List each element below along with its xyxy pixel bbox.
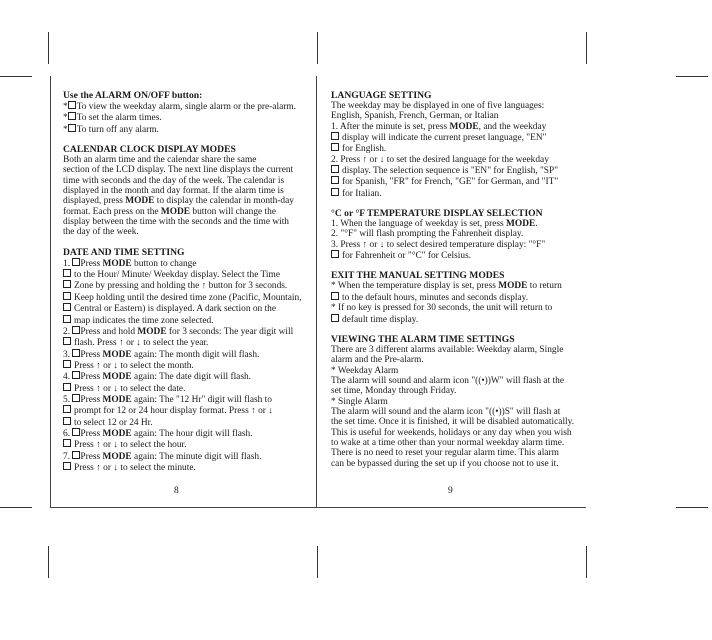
bullet-box — [72, 394, 80, 402]
bullet-box — [63, 269, 71, 277]
bullet-box — [72, 371, 80, 379]
text-line: 3. Press MODE again: The month digit will flash. — [63, 349, 260, 360]
crop-mark — [0, 507, 32, 508]
text-line: * Weekday Alarm — [331, 365, 399, 376]
text-line: set time, Monday through Friday. — [331, 386, 457, 397]
text-line: 2. Press and hold MODE for 3 seconds: The year digit will — [63, 326, 294, 337]
text-line: * When the temperature display is set, press MODE to return — [331, 281, 562, 292]
text-line: * If no key is pressed for 30 seconds, the unit will return to — [331, 303, 553, 314]
text-line: flash. Press ↑ or ↓ to select the year. — [63, 337, 313, 348]
page-number-left: 8 — [174, 486, 179, 496]
text-line: Keep holding until the desired time zone (Pacific, Mountain, — [63, 292, 313, 303]
text-line: to select 12 or 24 Hr. — [63, 417, 313, 428]
crop-mark — [48, 546, 49, 578]
text-line: alarm and the Pre-alarm. — [331, 355, 424, 366]
text-line: * Single Alarm — [331, 396, 388, 407]
text-line: * To view the weekday alarm, single alarm or the pre-alarm. — [63, 102, 296, 112]
viewing-body — [331, 345, 583, 469]
bullet-box — [63, 383, 71, 391]
section-title-exit: EXIT THE MANUAL SETTING MODES — [331, 270, 505, 282]
text-line: to wake at a time other than your normal weekday alarm time. — [331, 437, 565, 448]
text-line: 3. Press ↑ or ↓ to select desired temperature display: "°F" — [331, 239, 546, 250]
page-edge-bottom — [50, 507, 586, 508]
text-line: the set time. Once it is finished, it will be disabled automatically. — [331, 417, 575, 428]
text-line: There is no need to reset your regular alarm time. This alarm — [331, 448, 559, 459]
text-line: Press ↑ or ↓ to select the month. — [63, 360, 313, 371]
crop-mark — [676, 76, 708, 77]
bullet-box — [72, 349, 80, 357]
text-line: can be bypassed during the set up if you choose not to use it. — [331, 458, 559, 469]
text-line: 1. When the language of weekday is set, press MODE. — [331, 219, 538, 230]
text-line: to the Hour/ Minute/ Weekday display. Select the Time — [63, 269, 313, 280]
bullet-box — [63, 462, 71, 470]
crop-mark — [48, 32, 49, 64]
text-line: This is useful for weekends, holidays or any day when you wish — [331, 427, 572, 438]
text-line: The alarm will sound and alarm icon "((•))W" will flash at the — [331, 375, 564, 386]
bullet-box — [63, 303, 71, 311]
left-page — [63, 90, 313, 473]
text-line: 5. Press MODE again: The "12 Hr" digit will flash to — [63, 394, 272, 405]
exit-body — [331, 281, 583, 324]
bullet-box — [331, 176, 339, 184]
text-line: display will indicate the current preset language, "EN" — [331, 132, 583, 143]
bullet-box — [331, 143, 339, 151]
bullet-box — [63, 439, 71, 447]
bullet-box — [72, 326, 80, 334]
bullet-box — [72, 451, 80, 459]
page-edge-left — [50, 76, 51, 507]
text-line: time with seconds and the day of the week. The calendar is — [63, 175, 285, 186]
bullet-box — [68, 112, 76, 120]
text-line: section of the LCD display. The next line displays the current — [63, 165, 294, 176]
text-line: Press ↑ or ↓ to select the minute. — [63, 462, 313, 473]
text-line: 2. Press ↑ or ↓ to set the desired language for the weekday — [331, 154, 549, 165]
bullet-box — [72, 428, 80, 436]
text-line: * To turn off any alarm. — [63, 124, 159, 135]
bullet-box — [331, 165, 339, 173]
text-line: Press ↑ or ↓ to select the hour. — [63, 439, 313, 450]
bullet-box — [63, 292, 71, 300]
crop-mark — [586, 546, 587, 578]
bullet-box — [63, 280, 71, 288]
text-line: Zone by pressing and holding the ↑ button for 3 seconds. — [63, 280, 313, 291]
text-line: map indicates the time zone selected. — [63, 315, 313, 326]
section-title-date-time: DATE AND TIME SETTING — [63, 246, 185, 258]
text-line: display. The selection sequence is "EN" for English, "SP" — [331, 165, 583, 176]
bullet-box — [63, 337, 71, 345]
page-number-right: 9 — [448, 486, 453, 496]
right-page — [331, 90, 583, 469]
section-title-viewing: VIEWING THE ALARM TIME SETTINGS — [331, 333, 515, 345]
bullet-box — [63, 315, 71, 323]
text-line: default time display. — [331, 314, 583, 325]
text-line: * To set the alarm times. — [63, 113, 162, 124]
section-title-language: LANGUAGE SETTING — [331, 90, 432, 101]
text-line: Central or Eastern) is displayed. A dark section on the — [63, 303, 313, 314]
text-line: 1. Press MODE button to change — [63, 258, 197, 269]
text-line: 7. Press MODE again: The minute digit will flash. — [63, 451, 262, 462]
text-line: to the default hours, minutes and seconds display. — [331, 292, 583, 303]
text-line: English, Spanish, French, German, or Italian — [331, 111, 499, 122]
text-line: 6. Press MODE again: The hour digit will flash. — [63, 428, 253, 439]
date-time-body — [63, 258, 313, 474]
bullet-box — [331, 132, 339, 140]
crop-mark — [0, 76, 32, 77]
text-line: prompt for 12 or 24 hour display format. Press ↑ or ↓ — [63, 405, 313, 416]
text-line: There are 3 different alarms available: Weekday alarm, Single — [331, 344, 564, 355]
text-line: Press ↑ or ↓ to select the date. — [63, 383, 313, 394]
text-line: for Fahrenheit or "°C" for Celsius. — [331, 250, 583, 261]
crop-mark — [317, 546, 318, 578]
text-line: for Italian. — [331, 188, 583, 199]
bullet-box — [331, 250, 339, 258]
bullet-box — [63, 417, 71, 425]
bullet-box — [331, 314, 339, 322]
crop-mark — [676, 507, 708, 508]
text-line: Both an alarm time and the calendar share the same — [63, 155, 257, 166]
text-line: format. Each press on the MODE button will change the — [63, 206, 276, 217]
text-line: The alarm will sound and the alarm icon "((•))S" will flash at — [331, 406, 561, 417]
alarm-onoff-body — [63, 101, 313, 135]
bullet-box — [331, 188, 339, 196]
text-line: the day of the week. — [63, 227, 139, 238]
text-line: for English. — [331, 143, 583, 154]
text-line: displayed in the month and day format. If the alarm time is — [63, 186, 284, 197]
bullet-box — [63, 360, 71, 368]
section-title-temperature: °C or °F TEMPERATURE DISPLAY SELECTION — [331, 208, 543, 220]
bullet-box — [72, 258, 80, 266]
text-line: for Spanish, "FR" for French, "GE" for German, and "IT" — [331, 176, 583, 187]
language-body — [331, 101, 583, 199]
temperature-body — [331, 219, 583, 261]
text-line: 4. Press MODE again: The date digit will flash. — [63, 372, 252, 383]
calendar-body — [63, 155, 313, 238]
text-line: displayed, press MODE to display the calendar in month-day — [63, 196, 294, 207]
section-title-calendar: CALENDAR CLOCK DISPLAY MODES — [63, 144, 236, 156]
bullet-box — [331, 292, 339, 300]
text-line: 1. After the minute is set, press MODE, and the weekday — [331, 121, 547, 132]
bullet-box — [68, 101, 76, 109]
page-center-fold — [316, 76, 317, 507]
text-line: display between the time with the seconds and the time with — [63, 217, 289, 228]
crop-mark — [586, 32, 587, 64]
section-title-alarm-onoff: Use the ALARM ON/OFF button: — [63, 90, 203, 101]
crop-mark — [317, 32, 318, 64]
text-line: 2. "°F" will flash prompting the Fahrenheit display. — [331, 229, 524, 240]
bullet-box — [63, 405, 71, 413]
text-line: The weekday may be displayed in one of five languages: — [331, 101, 545, 111]
bullet-box — [68, 124, 76, 132]
